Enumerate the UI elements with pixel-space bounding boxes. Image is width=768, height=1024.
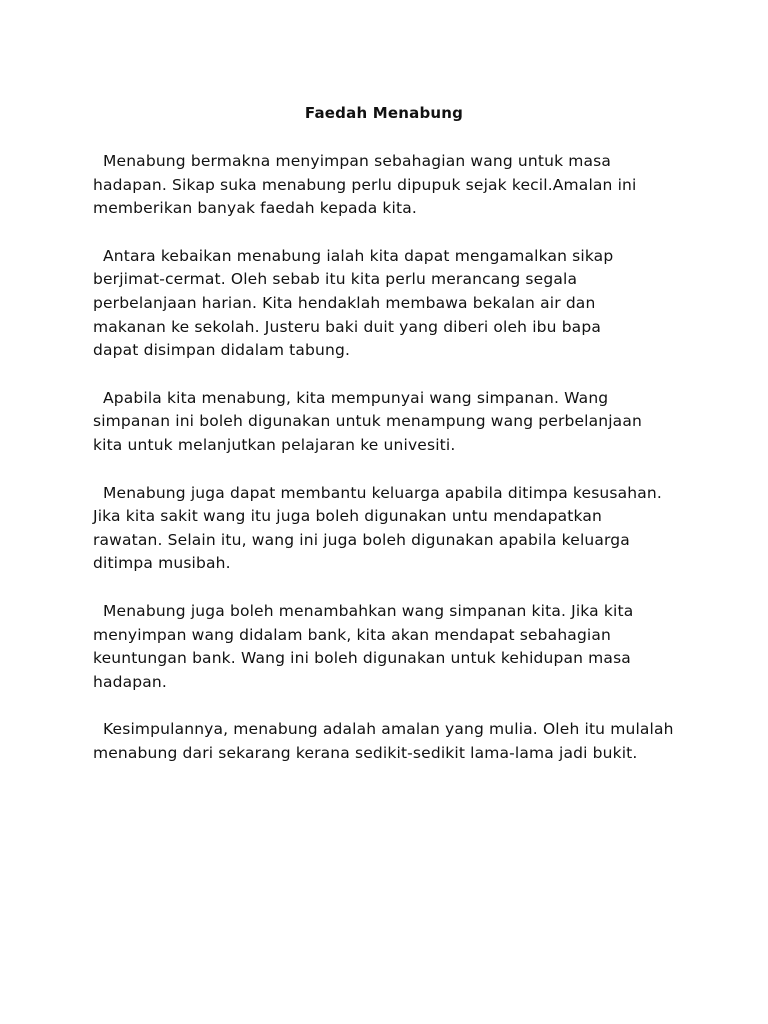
paragraph-line: hadapan. Sikap suka menabung perlu dipupuk sejak kecil.Amalan ini: [93, 175, 637, 194]
paragraph-line: hadapan.: [93, 672, 167, 691]
paragraph-line: keuntungan bank. Wang ini boleh digunakan untuk kehidupan masa: [93, 649, 631, 668]
paragraph-3: [93, 387, 693, 458]
paragraph-line: makanan ke sekolah. Justeru baki duit yang diberi oleh ibu bapa: [93, 317, 601, 336]
paragraph-line: Kesimpulannya, menabung adalah amalan yang mulia. Oleh itu mulalah: [103, 720, 674, 739]
paragraph-line: kita untuk melanjutkan pelajaran ke univesiti.: [93, 435, 456, 454]
paragraph-line: berjimat-cermat. Oleh sebab itu kita perlu merancang segala: [93, 270, 578, 289]
paragraph-line: Apabila kita menabung, kita mempunyai wang simpanan. Wang: [103, 388, 609, 407]
paragraph-line: dapat disimpan didalam tabung.: [93, 341, 351, 360]
paragraph-line: memberikan banyak faedah kepada kita.: [93, 199, 417, 218]
paragraph-line: menabung dari sekarang kerana sedikit-sedikit lama-lama jadi bukit.: [93, 743, 638, 762]
paragraph-line: Antara kebaikan menabung ialah kita dapat mengamalkan sikap: [103, 246, 614, 265]
paragraph-1: [93, 150, 693, 221]
document-title: Faedah Menabung: [304, 104, 464, 122]
paragraph-line: menyimpan wang didalam bank, kita akan mendapat sebahagian: [93, 625, 612, 644]
paragraph-line: Menabung juga boleh menambahkan wang simpanan kita. Jika kita: [103, 601, 634, 620]
paragraph-2: [93, 245, 693, 363]
paragraph-line: Jika kita sakit wang itu juga boleh digunakan untu mendapatkan: [93, 507, 602, 526]
paragraph-line: perbelanjaan harian. Kita hendaklah membawa bekalan air dan: [93, 293, 596, 312]
paragraph-6: [93, 718, 693, 765]
paragraph-4: [93, 482, 693, 576]
document-body: [93, 150, 693, 789]
paragraph-line: ditimpa musibah.: [93, 554, 231, 573]
paragraph-line: rawatan. Selain itu, wang ini juga boleh digunakan apabila keluarga: [93, 530, 630, 549]
paragraph-5: [93, 600, 693, 694]
paragraph-line: simpanan ini boleh digunakan untuk menampung wang perbelanjaan: [93, 412, 642, 431]
paragraph-line: Menabung juga dapat membantu keluarga apabila ditimpa kesusahan.: [103, 483, 662, 502]
paragraph-line: Menabung bermakna menyimpan sebahagian wang untuk masa: [103, 152, 612, 170]
